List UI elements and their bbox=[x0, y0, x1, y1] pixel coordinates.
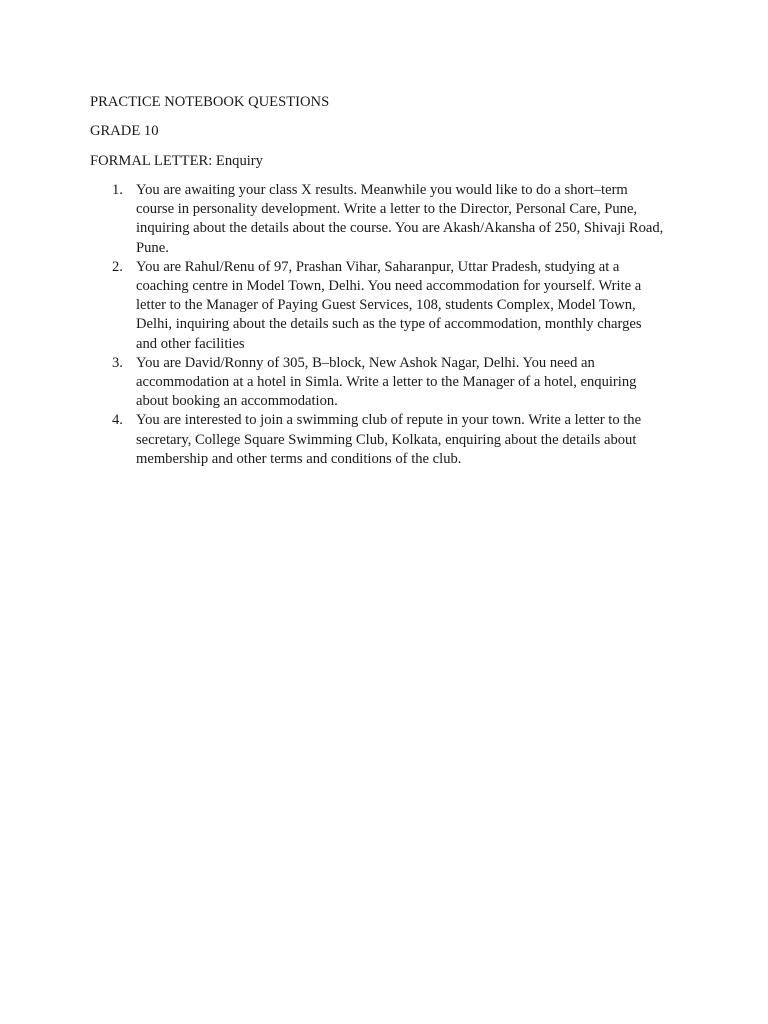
list-item bbox=[90, 181, 665, 258]
list-item bbox=[90, 258, 665, 354]
question-number: 2. bbox=[112, 258, 123, 275]
question-number: 3. bbox=[112, 354, 123, 371]
question-number: 1. bbox=[112, 182, 123, 198]
question-text: You are Rahul/Renu of 97, Prashan Vihar, Saharanpur, Uttar Pradesh, studying at a coaching centre in Model Town, Delhi. You need accommodation for yourself. Write a letter to the Manager of Paying Guest Services, 108, students Complex, Model Town, Delhi, inquiring about the details such as the type of accommodation, monthly charges and other facilities bbox=[136, 258, 642, 352]
question-text: You are interested to join a swimming club of repute in your town. Write a letter to the secretary, College Square Swimming Club, Kolkata, enquiring about the details about membership and other terms and conditions of the club. bbox=[136, 412, 642, 467]
grade-label: GRADE 10 bbox=[90, 123, 159, 139]
question-list bbox=[90, 181, 665, 469]
question-text: You are David/Ronny of 305, B–block, New Ashok Nagar, Delhi. You need an accommodation at a hotel in Simla. Write a letter to the Manager of a hotel, enquiring about booking an accommodation. bbox=[136, 354, 637, 410]
question-number: 4. bbox=[112, 412, 123, 429]
question-text: You are awaiting your class X results. Meanwhile you would like to do a short–term course in personality development. Write a letter to the Director, Personal Care, Pune, inquiring about the details about the course. You are Akash/Akansha of 250, Shivaji Road, Pune. bbox=[136, 182, 664, 256]
list-item bbox=[90, 354, 665, 412]
document-title: PRACTICE NOTEBOOK QUESTIONS bbox=[90, 94, 330, 110]
topic-label: FORMAL LETTER: Enquiry bbox=[90, 153, 263, 169]
list-item bbox=[90, 411, 665, 469]
